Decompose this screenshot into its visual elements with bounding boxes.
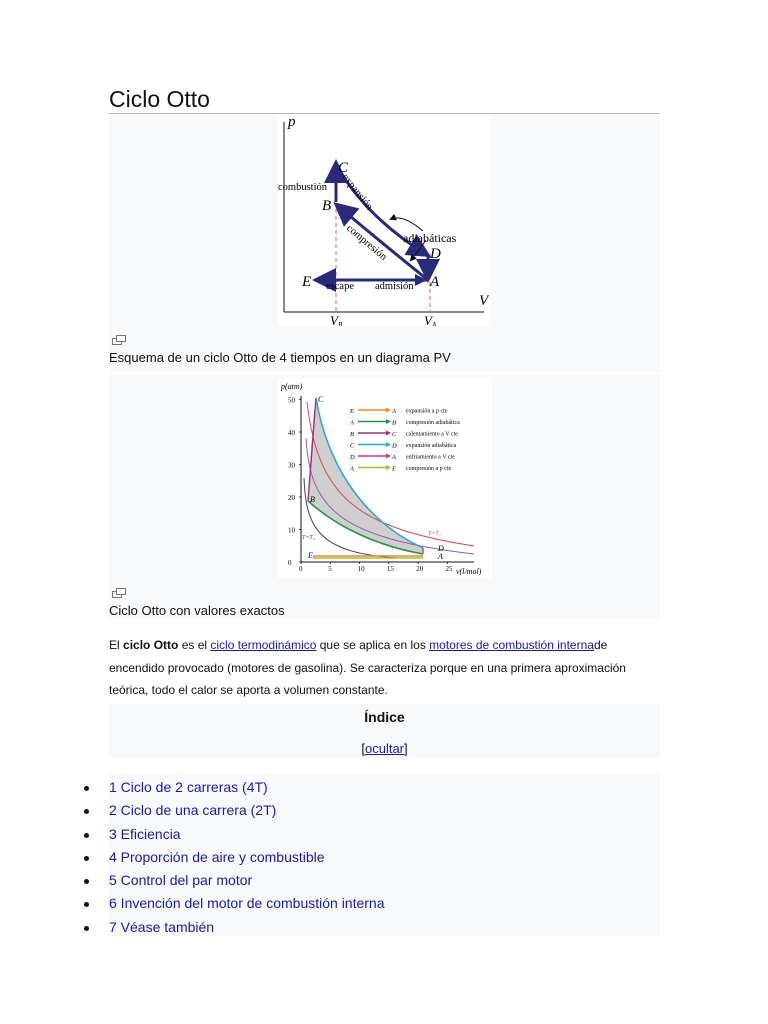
toc-link-invencion[interactable]: 6 Invención del motor de combustión interna [109,895,385,912]
label-escape: escape [326,281,354,292]
legend-from: C [350,442,355,450]
point-a: A [430,274,440,290]
point-b: B [322,198,332,214]
bullet-icon [84,856,89,861]
toc-bracket: ] [404,741,408,756]
pv-diagram-image[interactable] [278,114,491,326]
legend-to: A [392,454,396,461]
legend-arrowhead [386,442,391,447]
intro-text: El [109,638,124,652]
chart2-point-c: C [318,395,324,404]
bullet-icon [84,879,89,884]
chart2-ytick-label: 20 [288,494,295,502]
chart2-xtick-label: 10 [357,565,365,573]
chart2-xtick-label: 25 [445,565,453,573]
figure-2-caption: Ciclo Otto con valores exactos [109,603,285,618]
v-axis-label: V [479,293,489,309]
bullet-icon [84,809,89,814]
legend-to: A [392,408,396,415]
label-compresion: compresión [344,222,389,263]
p-axis-label: p [288,114,296,130]
chart2-ytick-label: 40 [288,429,295,437]
legend-from: D [350,454,355,461]
legend-from: B [350,431,354,438]
chart2-ytick-label: 50 [288,396,295,405]
chart2-point-a: A [438,552,443,561]
intro-text: que se aplica en los [316,638,430,652]
chart2-ytick-label: 30 [288,461,295,470]
bullet-icon [84,833,89,838]
legend-text: enfriamiento a V cte [406,454,455,461]
legend-from: E [350,408,354,415]
point-d: D [430,246,441,262]
label-combustion: combustión [278,182,327,193]
toc-title: Índice [364,709,405,725]
bullet-icon [84,786,89,791]
point-e: E [302,274,312,290]
adiabatic-pointer-1 [391,218,423,231]
chart2-iso-low-label: T=T₂ [302,535,315,541]
toc-link-eficiencia[interactable]: 3 Eficiencia [109,825,181,842]
legend-text: compresión a p cte [406,466,452,472]
legend-arrowhead [386,408,391,413]
chart2-point-d: D [438,544,444,553]
link-ciclo-termodinamico[interactable]: ciclo termodinámico [210,638,317,652]
intro-text: es el [178,638,211,652]
legend-from: A [350,465,354,473]
chart2-ytick-label: 10 [288,526,295,535]
otto-exact-values-image[interactable] [278,378,492,578]
chart2-xtick-label: 20 [416,565,424,573]
chart2-ylabel: p(atm) [281,382,303,391]
toc-link-ciclo-4t[interactable]: 1 Ciclo de 2 carreras (4T) [109,779,268,795]
label-expansion: expansión [339,172,375,213]
label-va: VA [424,313,437,326]
toc-link-vease[interactable]: 7 Véase también [109,918,215,935]
legend-text: expansión a p cte [406,408,448,415]
intro-bold-term: ciclo Otto [123,638,179,652]
legend-to: E [392,465,396,473]
toc-link-proporcion[interactable]: 4 Proporción de aire y combustible [109,848,325,865]
enlarge-icon[interactable] [112,588,126,598]
label-adiabaticas: adiabáticas [403,231,457,245]
page-title: Ciclo Otto [109,86,210,112]
bullet-icon [84,902,89,907]
chart2-xtick-label: 15 [386,565,394,573]
legend-arrowhead [386,465,391,470]
legend-arrowhead [386,454,391,459]
toc-bracket: [ [361,741,365,756]
otto-exact-chart [278,378,492,578]
chart2-point-b: B [310,495,315,504]
intro-paragraph [109,634,654,702]
bullet-icon [84,926,89,931]
legend-text: compresión adiabática [406,420,460,426]
chart2-xtick-label: 0 [299,565,303,573]
point-c: C [338,160,349,176]
enlarge-icon[interactable] [112,335,126,345]
pv-diagram [278,114,491,326]
legend-text: calentamiento a V cte [406,431,458,438]
legend-to: D [392,442,397,450]
label-vb: VB [330,313,343,326]
legend-to: C [392,431,397,438]
label-admision: admisión [375,281,414,292]
legend-to: B [392,419,396,427]
chart2-iso-high-label: T=T₁ [428,531,441,537]
toc-toggle [109,741,660,756]
toc-link-control-par[interactable]: 5 Control del par motor [109,872,253,889]
legend-arrowhead [386,431,391,436]
legend-from: A [350,419,354,427]
link-motores-combustion[interactable]: motores de combustión interna [429,638,594,652]
chart2-xtick-label: 5 [328,565,332,573]
legend-arrowhead [386,419,391,424]
chart2-point-e: E [308,551,313,560]
toc-link-ciclo-2t[interactable]: 2 Ciclo de una carrera (2T) [109,802,277,819]
chart2-ytick-label: 0 [288,559,292,567]
figure-1-caption: Esquema de un ciclo Otto de 4 tiempos en un diagrama PV [109,350,451,365]
chart2-xlabel: v(l/mol) [456,567,482,576]
legend-text: expansión adiabática [406,443,457,449]
toc-hide-link[interactable]: ocultar [364,741,405,756]
intro-text: de encendido provocado (motores de gasolina). Se caracteriza porque en una primera aproximación teórica, todo el calor se aporta a volumen constante. [109,638,626,697]
